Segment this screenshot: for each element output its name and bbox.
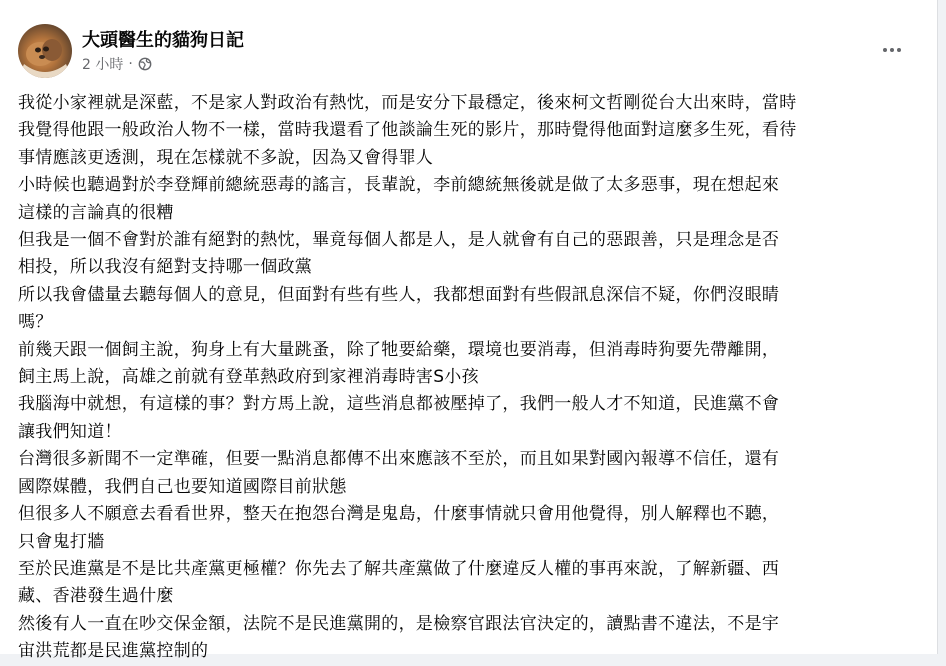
post-meta [82,54,152,74]
avatar-image [18,24,72,78]
post-line: 然後有人一直在吵交保金額，法院不是民進黨開的，是檢察官跟法官決定的，讀點書不違法，不是宇 [18,613,780,634]
post-timestamp[interactable]: 2 小時 [82,57,124,73]
post-line: 宙洪荒都是民進黨控制的 [18,641,209,662]
post-line: 我覺得他跟一般政治人物不一樣，當時我還看了他談論生死的影片，那時覺得他面對這麼多生死，看待 [18,120,797,141]
post-line: 嗎？ [18,312,53,333]
avatar[interactable] [18,24,72,78]
post-line: 至於民進黨是不是比共產黨更極權？你先去了解共產黨做了什麼違反人權的事再來說，了解新疆、西 [18,558,780,579]
post-line: 我從小家裡就是深藍，不是家人對政治有熱忱，而是安分下最穩定，後來柯文哲剛從台大出來時，當時 [18,93,797,113]
post-line: 小時候也聽過對於李登輝前總統惡毒的謠言，長輩說，李前總統無後就是做了太多惡事，現在想起來 [18,175,780,196]
post-line: 前幾天跟一個飼主說，狗身上有大量跳蚤，除了牠要給藥，環境也要消毒，但消毒時狗要先帶離開， [18,339,780,360]
post-header [16,18,916,78]
post-line: 事情應該更透測，現在怎樣就不多說，因為又會得罪人 [18,147,434,168]
post-line: 只會鬼打牆 [18,531,105,552]
page-name[interactable]: 大頭醫生的貓狗日記 [82,30,244,51]
post-line: 藏、香港發生過什麼 [18,586,174,607]
post-line: 我腦海中就想，有這樣的事？對方馬上說，這些消息都被壓掉了，我們一般人才不知道，民進黨不會 [18,394,780,415]
post-line: 台灣很多新聞不一定準確，但要一點消息都傳不出來應該不至於，而且如果對國內報導不信任，還有 [18,449,780,470]
more-options-icon[interactable] [876,40,908,60]
post-line: 這樣的言論真的很糟 [18,202,174,223]
globe-icon[interactable] [138,57,152,71]
post-line: 但很多人不願意去看看世界，整天在抱怨台灣是鬼島，什麼事情就只會用他覺得，別人解釋也不聽， [18,504,780,525]
meta-separator: · [128,56,133,72]
post-line: 但我是一個不會對於誰有絕對的熱忱，畢竟每個人都是人，是人就會有自己的惡跟善，只是理念是否 [18,230,780,251]
more-dot [890,48,894,52]
post-body [18,90,923,666]
post-line: 所以我會儘量去聽每個人的意見，但面對有些有些人，我都想面對有些假訊息深信不疑，你們沒眼睛 [18,284,780,305]
post-line: 國際媒體，我們自己也要知道國際目前狀態 [18,476,347,497]
more-dot [897,48,901,52]
post-line: 飼主馬上說，高雄之前就有登革熱政府到家裡消毒時害S小孩 [18,367,479,388]
post-line: 讓我們知道！ [18,421,122,442]
more-dot [883,48,887,52]
post-line: 相投，所以我沒有絕對支持哪一個政黨 [18,257,313,278]
